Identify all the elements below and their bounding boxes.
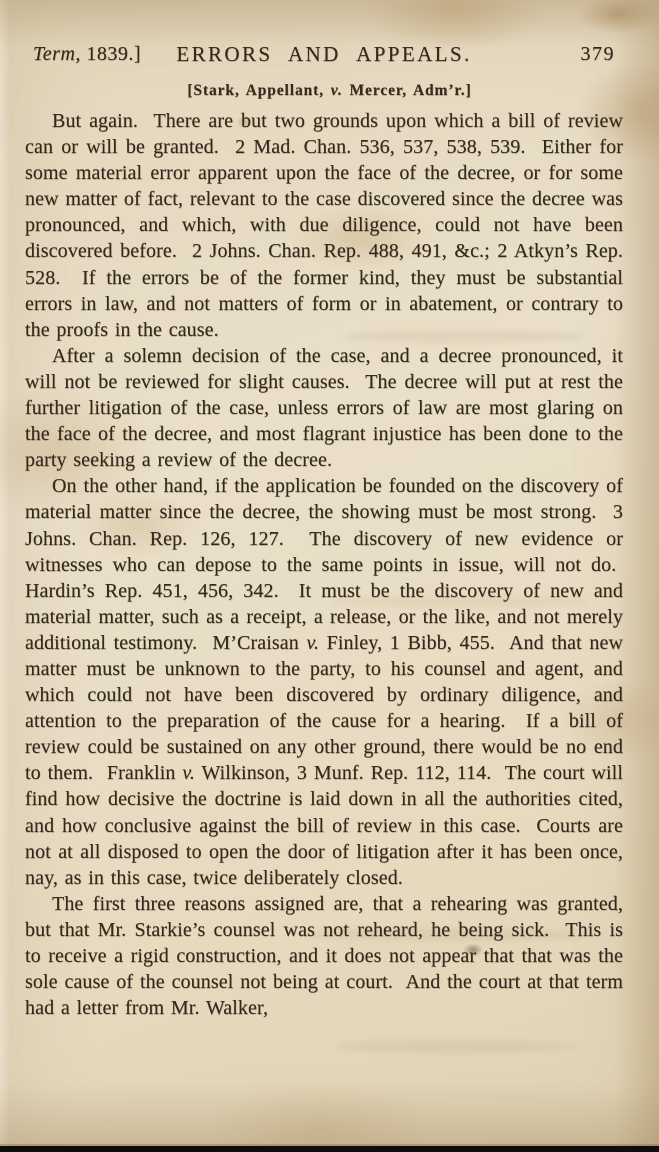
text-run: But again. There are but two grounds upon which a bill of review can or will be granted. 2 Mad. Chan. 536, 537, 538, 539. Either for some material error apparent upon the face of the decree, or for some new matter of fact, relevant to the case discovered since the decree was pronounced, and which, with due diligence, could not have been discovered before. 2 Johns. Chan. Rep. 488, 491, &c.; 2 Atkyn’s Rep. 528. If the errors be of the former kind, they must be substantial errors in law, and not matters of form or in abatement, or contrary to the proofs in the cause. <box>25 110 623 341</box>
running-head-term <box>33 43 141 66</box>
running-head-title: ERRORS AND APPEALS. <box>176 42 472 66</box>
caption-pre: [Stark, Appellant, <box>187 82 331 99</box>
caption-versus: v. <box>330 82 343 99</box>
versus-abbrev: v. <box>306 631 320 654</box>
show-through-smudge <box>335 1040 575 1053</box>
text-run: Wilkinson, 3 Munf. Rep. 112, 114. The court will find how decisive the doctrine is laid down in all the authorities cited, and how conclusive against the bill of review in this case. Courts are not at all disposed to open the door of litigation after it has been once, nay, as in this case, twice deliberately closed. <box>25 762 623 889</box>
paragraph-4 <box>25 891 623 1021</box>
page-number: 379 <box>580 43 615 65</box>
text-run: On the other hand, if the application be founded on the discovery of material matter since the decree, the showing must be most strong. 3 Johns. Chan. Rep. 126, 127. The discovery of new evidence or witnesses who can depose to the same points in issue, will not do. Hardin’s Rep. 451, 456, 342. It must be the discovery of new and material matter, such as a receipt, a release, or the like, and not merely additional testimony. M’Craisan <box>25 475 623 654</box>
term-year: 1839.] <box>80 43 142 65</box>
text-run: The first three reasons assigned are, that a rehearing was granted, but that Mr. Starkie’s counsel was not reheard, he being sick. This is to receive a rigid construction, and it does not appear that that was the sole cause of the counsel not being at court. And the court at that term had a letter from Mr. Walker, <box>25 892 623 1020</box>
text-run: After a solemn decision of the case, and a decree pronounced, it will not be reviewed for slight causes. The decree will put at rest the further litigation of the case, unless errors of law are most glaring on the face of the decree, and most flagrant injustice has been done to the party seeking a review of the decree. <box>25 344 623 472</box>
scan-bottom-edge <box>0 1146 659 1152</box>
caption-post: Mercer, Adm’r.] <box>342 82 472 99</box>
case-caption <box>0 82 659 100</box>
text-run: Finley, 1 Bibb, 455. And that new matter must be unknown to the party, to his counsel and agent, and which could not have been discovered by ordinary diligence, and attention to the preparation of the cause for a hearing. If a bill of review could be sustained on any other ground, there would be no end to them. Franklin <box>25 631 623 785</box>
versus-abbrev: v. <box>182 762 195 785</box>
term-word: Term, <box>33 43 81 65</box>
paragraph-1 <box>25 108 623 343</box>
paragraph-3 <box>25 473 623 891</box>
page-body <box>25 108 623 1021</box>
paragraph-2 <box>25 343 623 473</box>
running-head <box>33 42 615 68</box>
